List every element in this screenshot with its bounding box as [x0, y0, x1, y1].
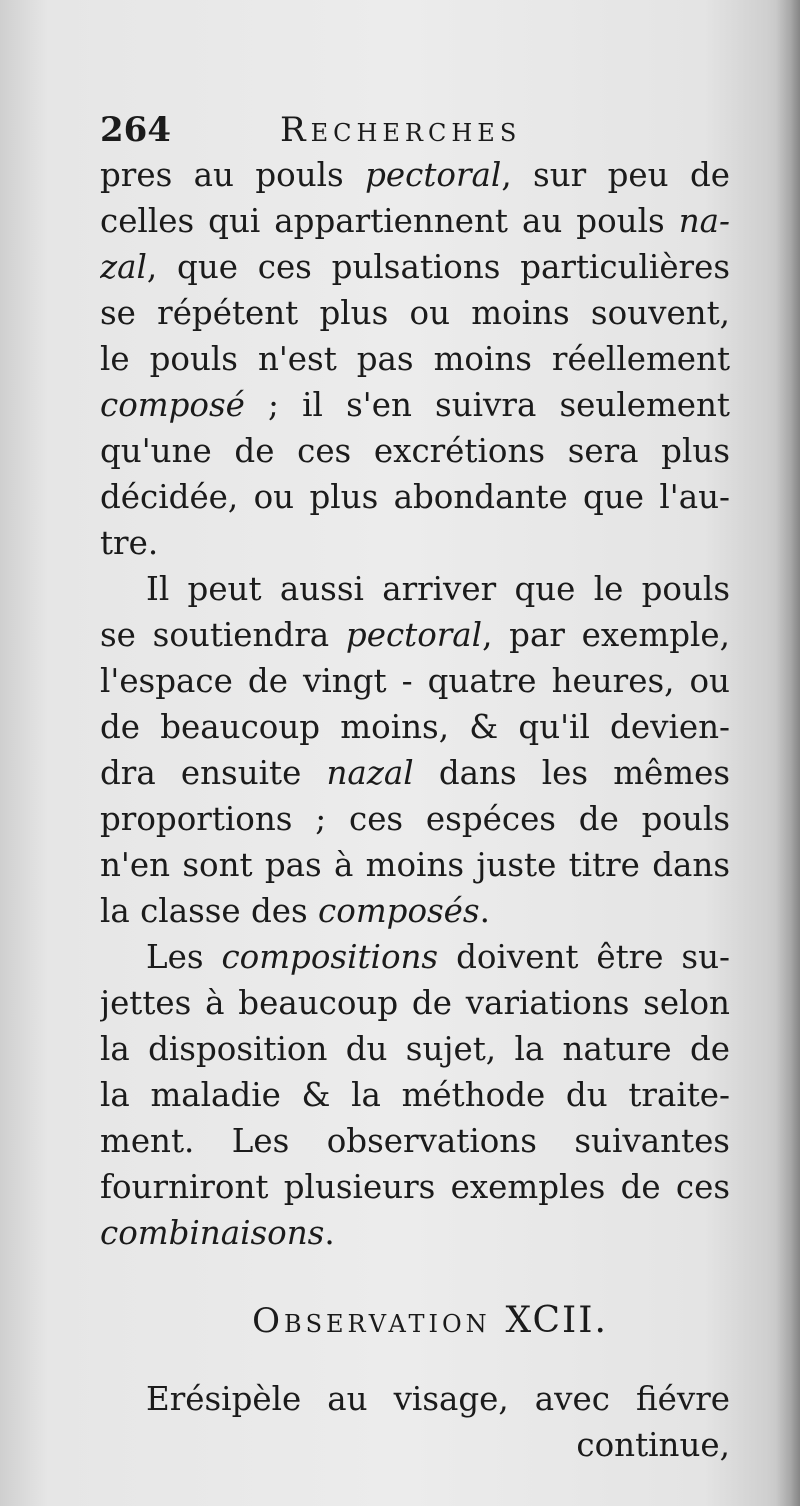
text-line: la disposition du sujet, la nature de [100, 1030, 730, 1068]
text-line: ment. Les observations suivantes [100, 1122, 730, 1160]
text-line: qu'une de ces excrétions sera plus [100, 432, 730, 470]
text-line: le pouls n'est pas moins réellement [100, 340, 730, 378]
text-line: de beaucoup moins, & qu'il devien- [100, 708, 730, 746]
text-line: pres au pouls pectoral, sur peu de [100, 156, 730, 194]
text-line: décidée, ou plus abondante que l'au- [100, 478, 730, 516]
italic-term: na- [678, 202, 730, 240]
text-line: se répétent plus ou moins souvent, [100, 294, 730, 332]
text-line: dra ensuite nazal dans les mêmes [100, 754, 730, 792]
italic-term: pectoral [345, 616, 483, 654]
observation-title-line: continue, [576, 1426, 730, 1464]
italic-term: composé [100, 386, 245, 424]
text-line: composé ; il s'en suivra seulement [100, 386, 730, 424]
text-line: Les compositions doivent être su- [146, 938, 730, 976]
text-line: proportions ; ces espéces de pouls [100, 800, 730, 838]
text-block [100, 108, 730, 1468]
running-title: Recherches [280, 110, 522, 150]
observation-label: Observation [252, 1301, 491, 1341]
running-head [100, 108, 730, 152]
italic-term: nazal [326, 754, 414, 792]
text-line: Il peut aussi arriver que le pouls [146, 570, 730, 608]
observation-number: XCII. [505, 1300, 608, 1341]
observation-title-line: Erésipèle au visage, avec fiévre [146, 1380, 730, 1418]
text-line: combinaisons. [100, 1214, 335, 1252]
observation-heading [100, 1296, 730, 1346]
italic-term: zal [100, 248, 147, 286]
italic-term: combinaisons [100, 1214, 325, 1252]
spacer [100, 1346, 730, 1376]
text-line: celles qui appartiennent au pouls na- [100, 202, 730, 240]
text-line: la classe des composés. [100, 892, 490, 930]
text-line: jettes à beaucoup de variations selon [100, 984, 730, 1022]
italic-term: compositions [221, 938, 439, 976]
text-line: tre. [100, 524, 159, 562]
text-line: n'en sont pas à moins juste titre dans [100, 846, 730, 884]
page-number: 264 [100, 110, 171, 150]
text-line: se soutiendra pectoral, par exemple, [100, 616, 730, 654]
text-line: zal, que ces pulsations particulières [100, 248, 730, 286]
spacer [100, 1256, 730, 1296]
page-edge-shadow [776, 0, 800, 1506]
italic-term: pectoral [365, 156, 502, 194]
italic-term: composés [318, 892, 480, 930]
text-line: la maladie & la méthode du traite- [100, 1076, 730, 1114]
text-line: l'espace de vingt - quatre heures, ou [100, 662, 730, 700]
text-line: fourniront plusieurs exemples de ces [100, 1168, 730, 1206]
